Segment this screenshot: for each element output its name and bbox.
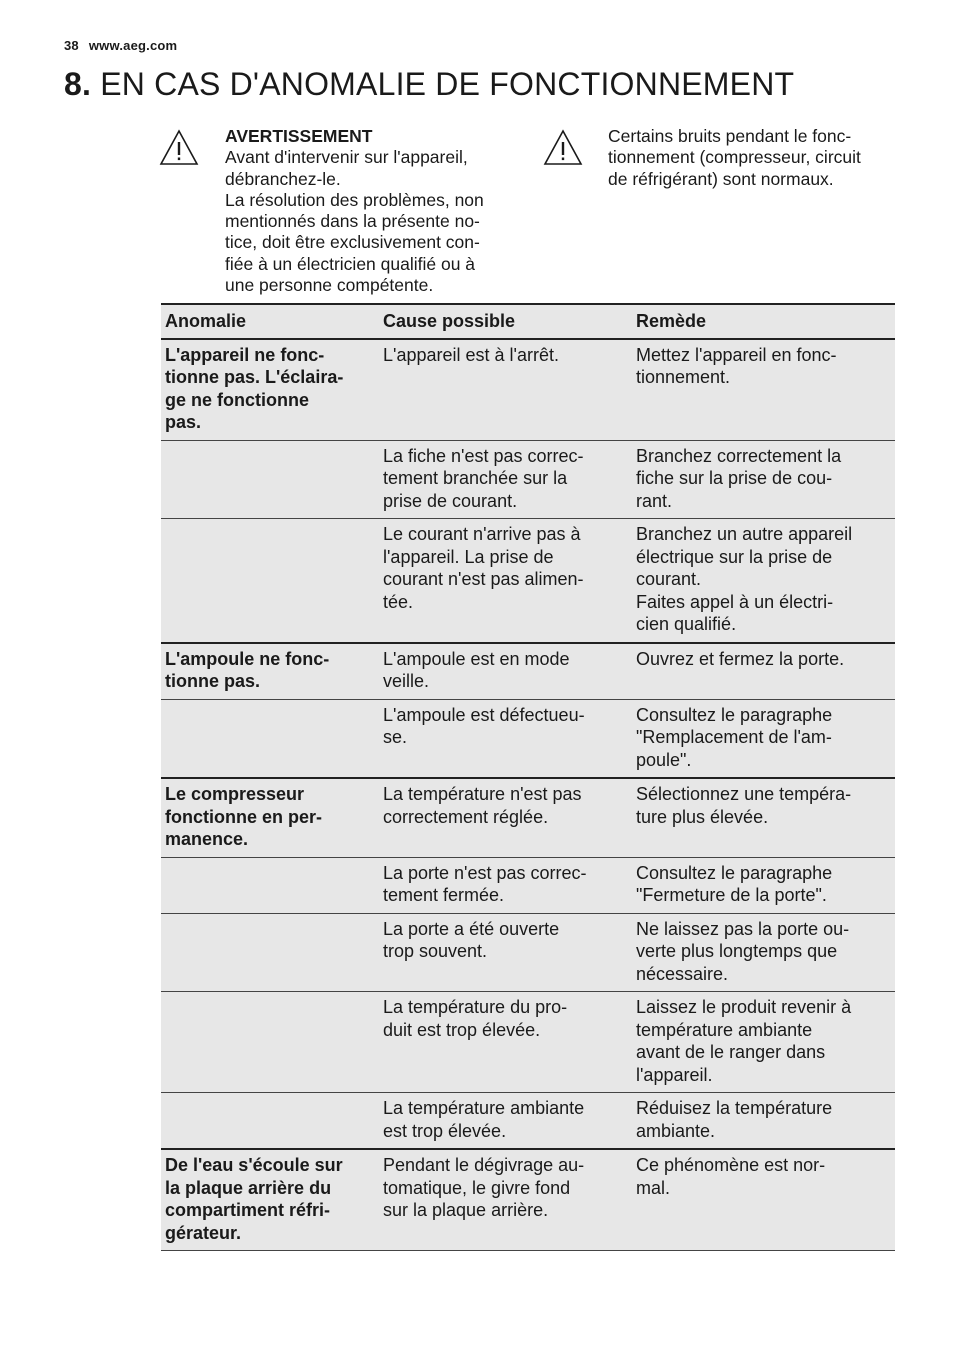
warning-triangle-icon: [542, 128, 584, 168]
table-row: [161, 643, 895, 700]
table-row: [161, 1149, 895, 1251]
anomaly-cell: [161, 519, 380, 643]
text-line: La porte a été ouverte: [383, 918, 560, 939]
warning-lines-right: [608, 126, 908, 190]
text-line: tionne pas.: [165, 671, 261, 691]
remedy-cell: [633, 643, 895, 700]
text-line: avant de le ranger dans: [636, 1042, 826, 1062]
cause-cell: [380, 339, 633, 441]
remedy-cell: [633, 440, 895, 519]
page-title: [64, 66, 794, 103]
text-line: compartiment réfri-: [165, 1200, 331, 1220]
text-line: L'ampoule est défectueu-: [383, 704, 585, 725]
remedy-cell: [633, 519, 895, 643]
text-line: courant.: [636, 569, 702, 589]
text-line: mentionnés dans la présente no-: [225, 211, 480, 232]
cause-cell: [380, 1093, 633, 1150]
remedy-cell: [633, 699, 895, 778]
anomaly-cell: [161, 913, 380, 992]
table-row: [161, 440, 895, 519]
anomaly-cell: [161, 857, 380, 913]
text-line: Sélectionnez une tempéra-: [636, 784, 852, 804]
cause-cell: [380, 857, 633, 913]
text-line: poule".: [636, 749, 692, 770]
table-row: [161, 1093, 895, 1150]
page-header: [64, 38, 177, 53]
header-anomalie: Anomalie: [161, 304, 380, 339]
warning-block-right: [542, 126, 908, 190]
text-line: cien qualifié.: [636, 614, 737, 634]
text-line: La résolution des problèmes, non: [225, 189, 484, 210]
text-line: fiée à un électricien qualifié ou à: [225, 253, 476, 274]
table-body: [161, 339, 895, 1251]
text-line: duit est trop élevée.: [383, 1019, 541, 1040]
text-line: La température du pro-: [383, 997, 568, 1017]
anomaly-cell: [161, 1149, 380, 1251]
section-number: 8.: [64, 66, 92, 102]
text-line: Ouvrez et fermez la porte.: [636, 648, 845, 669]
text-line: Le courant n'arrive pas à: [383, 524, 581, 544]
table-row: [161, 339, 895, 441]
text-line: fiche sur la prise de cou-: [636, 468, 833, 488]
text-line: tement fermée.: [383, 885, 505, 905]
text-line: électrique sur la prise de: [636, 546, 833, 567]
remedy-cell: [633, 1149, 895, 1251]
text-line: correctement réglée.: [383, 806, 549, 827]
text-line: tionnement (compresseur, circuit: [608, 147, 861, 168]
text-line: La température n'est pas: [383, 784, 582, 804]
text-line: pas.: [165, 412, 202, 432]
warning-heading: AVERTISSEMENT: [225, 126, 373, 146]
text-line: tionnement.: [636, 367, 731, 387]
text-line: L'ampoule ne fonc-: [165, 648, 330, 669]
cause-cell: [380, 519, 633, 643]
anomaly-cell: [161, 643, 380, 700]
text-line: "Fermeture de la porte".: [636, 885, 827, 905]
text-line: Ne laissez pas la porte ou-: [636, 918, 850, 939]
text-line: L'appareil ne fonc-: [165, 344, 325, 365]
text-line: tement branchée sur la: [383, 468, 568, 488]
text-line: la plaque arrière du: [165, 1177, 332, 1198]
remedy-cell: [633, 778, 895, 857]
site-url: www.aeg.com: [88, 38, 178, 53]
text-line: verte plus longtemps que: [636, 941, 838, 961]
remedy-cell: [633, 857, 895, 913]
text-line: rant.: [636, 490, 673, 511]
cause-cell: [380, 440, 633, 519]
text-line: De l'eau s'écoule sur: [165, 1155, 343, 1175]
text-line: Certains bruits pendant le fonc-: [608, 126, 852, 146]
remedy-cell: [633, 339, 895, 441]
text-line: ge ne fonctionne: [165, 389, 309, 410]
text-line: Faites appel à un électri-: [636, 591, 834, 612]
table-row: [161, 778, 895, 857]
text-line: L'ampoule est en mode: [383, 648, 570, 669]
text-line: prise de courant.: [383, 490, 518, 511]
text-line: tomatique, le givre fond: [383, 1177, 571, 1198]
text-line: est trop élevée.: [383, 1120, 507, 1141]
page-number: 38: [64, 38, 79, 53]
anomaly-cell: [161, 992, 380, 1093]
text-line: tionne pas. L'éclaira-: [165, 367, 344, 387]
anomaly-cell: [161, 1093, 380, 1150]
anomaly-cell: [161, 339, 380, 441]
text-line: Laissez le produit revenir à: [636, 997, 852, 1017]
text-line: se.: [383, 727, 408, 747]
warning-lines-left: [225, 147, 525, 296]
table-row: [161, 699, 895, 778]
table-row: [161, 857, 895, 913]
text-line: Mettez l'appareil en fonc-: [636, 344, 837, 365]
remedy-cell: [633, 913, 895, 992]
text-line: nécessaire.: [636, 963, 729, 984]
remedy-cell: [633, 1093, 895, 1150]
warning-triangle-icon: [158, 128, 200, 168]
text-line: La fiche n'est pas correc-: [383, 445, 584, 466]
text-line: Consultez le paragraphe: [636, 704, 833, 725]
table-row: [161, 519, 895, 643]
text-line: Avant d'intervenir sur l'appareil,: [225, 147, 468, 168]
text-line: Consultez le paragraphe: [636, 862, 833, 883]
text-line: Branchez un autre appareil: [636, 524, 853, 544]
text-line: tice, doit être exclusivement con-: [225, 232, 480, 253]
cause-cell: [380, 1149, 633, 1251]
text-line: Le compresseur: [165, 784, 305, 804]
text-line: Branchez correctement la: [636, 445, 842, 466]
warning-block-left: [158, 126, 525, 296]
text-line: La porte n'est pas correc-: [383, 862, 587, 883]
remedy-cell: [633, 992, 895, 1093]
section-title: EN CAS D'ANOMALIE DE FONCTIONNEMENT: [100, 66, 795, 102]
text-line: débranchez-le.: [225, 168, 341, 189]
text-line: ambiante.: [636, 1120, 716, 1141]
cause-cell: [380, 778, 633, 857]
text-line: l'appareil. La prise de: [383, 546, 554, 567]
text-line: sur la plaque arrière.: [383, 1200, 549, 1220]
cause-cell: [380, 992, 633, 1093]
text-line: fonctionne en per-: [165, 806, 322, 827]
text-line: gérateur.: [165, 1222, 242, 1243]
table-row: [161, 992, 895, 1093]
cause-cell: [380, 699, 633, 778]
header-remede: Remède: [633, 304, 895, 339]
anomaly-cell: [161, 699, 380, 778]
text-line: manence.: [165, 829, 249, 849]
anomaly-cell: [161, 440, 380, 519]
table-header-row: [161, 304, 895, 339]
table-row: [161, 913, 895, 992]
text-line: une personne compétente.: [225, 275, 434, 296]
cause-cell: [380, 913, 633, 992]
text-line: courant n'est pas alimen-: [383, 569, 584, 589]
anomaly-cell: [161, 778, 380, 857]
warning-text-right: [608, 126, 908, 190]
text-line: température ambiante: [636, 1019, 813, 1040]
text-line: La température ambiante: [383, 1098, 585, 1118]
text-line: trop souvent.: [383, 941, 488, 961]
text-line: Réduisez la température: [636, 1098, 833, 1118]
text-line: Ce phénomène est nor-: [636, 1155, 826, 1175]
text-line: de réfrigérant) sont normaux.: [608, 168, 834, 189]
text-line: L'appareil est à l'arrêt.: [383, 344, 559, 365]
text-line: ture plus élevée.: [636, 806, 769, 827]
cause-cell: [380, 643, 633, 700]
header-cause: Cause possible: [380, 304, 633, 339]
warning-text-left: [225, 126, 525, 296]
text-line: veille.: [383, 671, 430, 691]
troubleshooting-table: [161, 303, 895, 1251]
text-line: "Remplacement de l'am-: [636, 727, 832, 747]
text-line: l'appareil.: [636, 1064, 713, 1085]
text-line: mal.: [636, 1177, 671, 1198]
text-line: tée.: [383, 591, 414, 612]
text-line: Pendant le dégivrage au-: [383, 1155, 585, 1175]
